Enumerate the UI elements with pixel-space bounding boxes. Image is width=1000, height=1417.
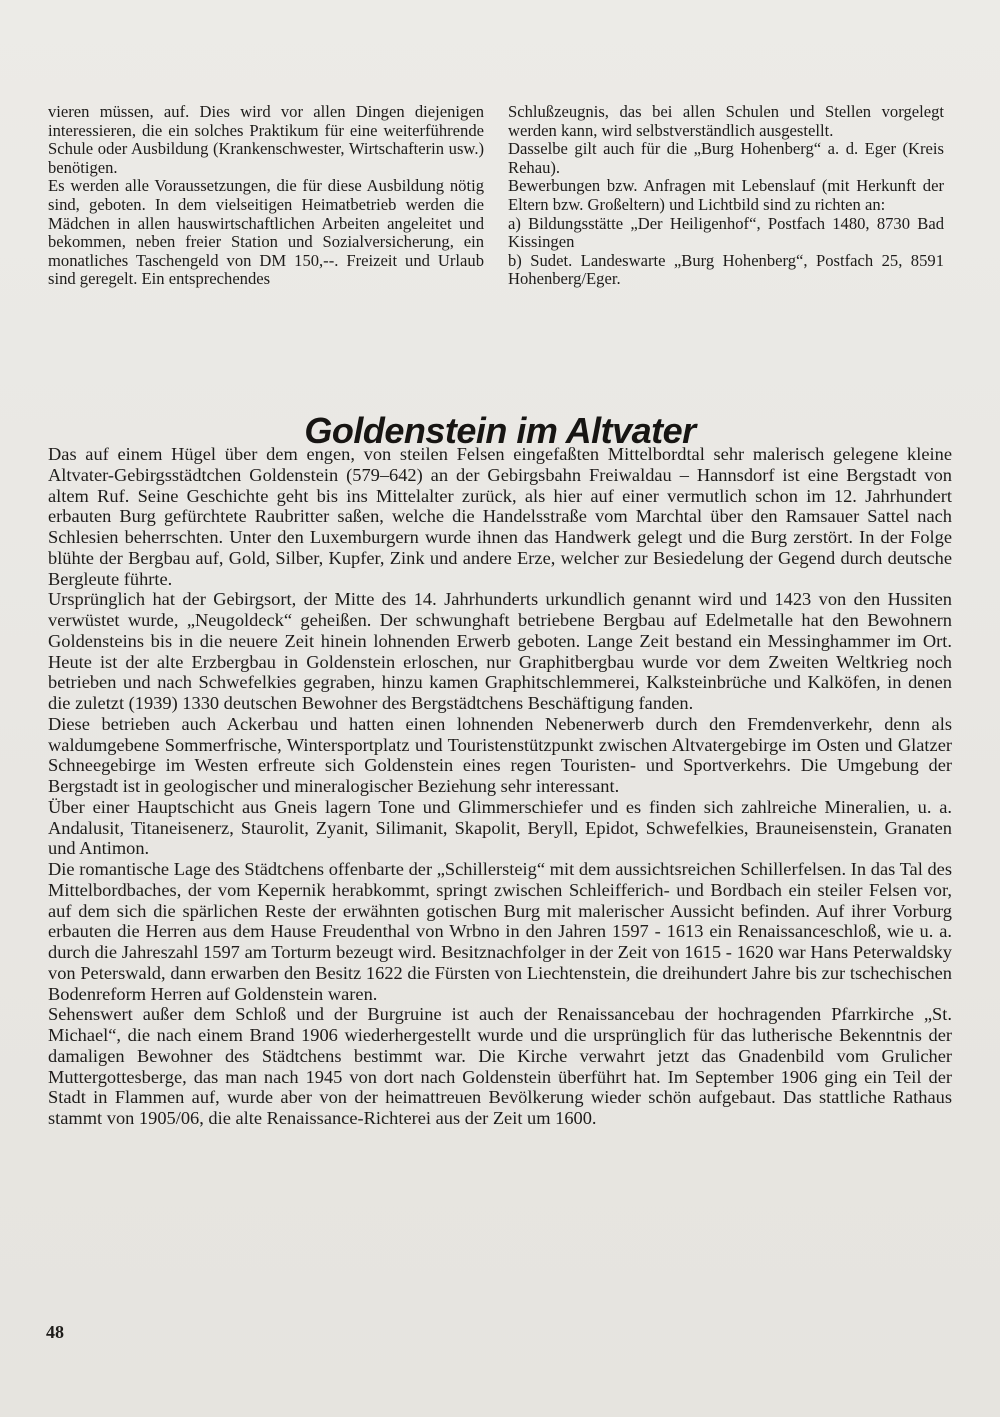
article-paragraph-2: Ursprünglich hat der Gebirgsort, der Mitte des 14. Jahrhunderts urkundlich genannt wird und 1423 von den Hussiten verwüstet wurde, „Neugoldeck“ geheißen. Der schwunghaft betriebene Bergbau auf Edelmetalle hat den Bewohnern Goldensteins bis in die neuere Zeit hinein lohnenden Erwerb geboten. Lange Zeit bestand ein Messinghammer im Ort. Heute ist der alte Erzbergbau in Goldenstein erloschen, nur Graphitbergbau wurde vor dem Zweiten Weltkrieg noch betrieben und nach Schwefelkies gegraben, hinzu kamen Graphitschlemmerei, Kalksteinbrüche und Kalköfen, in denen die zuletzt (1939) 1330 deutschen Bewohner des Bergstädtchens Beschäftigung fanden. bbox=[48, 589, 952, 713]
article-paragraph-3: Diese betrieben auch Ackerbau und hatten einen lohnenden Nebenerwerb durch den Fremdenverkehr, denn als waldumgebene Sommerfrische, Wintersportplatz und Touristenstützpunkt zwischen Altvatergebirge im Osten und Glatzer Schneegebirge im Westen erfreute sich Goldenstein eines regen Touristen- und Sportverkehrs. Die Umgebung der Bergstadt ist in geologischer und mineralogischer Beziehung sehr interessant. bbox=[48, 713, 952, 796]
right-paragraph-3: Bewerbungen bzw. Anfragen mit Lebenslauf (mit Herkunft der Eltern bzw. Großeltern) und Lichtbild sind zu richten an: bbox=[508, 176, 944, 214]
article-paragraph-1: Das auf einem Hügel über dem engen, von steilen Felsen eingefaßten Mittelbordtal sehr malerisch gelegene kleine Altvater-Gebirgsstädtchen Goldenstein (579–642) an der Gebirgsbahn Freiwaldau – Hannsdorf ist eine Bergstadt von altem Ruf. Seine Geschichte geht bis ins Mittelalter zurück, als hier auf einer vermutlich schon im 12. Jahrhundert erbauten Burg gefürchtete Raubritter saßen, welche die Handelsstraße vom Marchtal über den Ramsauer Sattel nach Schlesien beherrschten. Unter den Luxemburgern wurde ihnen das Handwerk gelegt und die Burg zerstört. In der Folge blühte der Bergbau auf, Gold, Silber, Kupfer, Zink und andere Erze, welcher zur Besiedelung der Gegend durch deutsche Bergleute führte. bbox=[48, 444, 952, 589]
page-number: 48 bbox=[46, 1322, 64, 1342]
left-paragraph-1: vieren müssen, auf. Dies wird vor allen Dingen diejenigen interessieren, die ein solches Praktikum für eine weiterführende Schule oder Ausbildung (Krankenschwester, Wirtschafterin usw.) benötigen. bbox=[48, 102, 484, 177]
left-column bbox=[48, 103, 484, 289]
article-body bbox=[48, 444, 952, 1129]
article-paragraph-4: Über einer Hauptschicht aus Gneis lagern Tone und Glimmerschiefer und es finden sich zahlreiche Mineralien, u. a. Andalusit, Titaneisenerz, Staurolit, Zyanit, Silimanit, Skapolit, Beryll, Epidot, Schwefelkies, Brauneisenstein, Granaten und Antimon. bbox=[48, 796, 952, 859]
article-title: Goldenstein im Altvater bbox=[304, 410, 696, 451]
right-paragraph-2: Dasselbe gilt auch für die „Burg Hohenberg“ a. d. Eger (Kreis Rehau). bbox=[508, 139, 944, 177]
left-paragraph-2: Es werden alle Voraussetzungen, die für diese Ausbildung nötig sind, geboten. In dem vielseitigen Heimatbetrieb werden die Mädchen in allen hauswirtschaftlichen Arbeiten angeleitet und bekommen, neben freier Station und Sozialversicherung, ein monatliches Taschengeld von DM 150,--. Freizeit und Urlaub sind geregelt. Ein entsprechendes bbox=[48, 176, 484, 289]
article-paragraph-5: Die romantische Lage des Städtchens offenbarte der „Schillersteig“ mit dem aussichtsreichen Schillerfelsen. In das Tal des Mittelbordbaches, der vom Kepernik herabkommt, springt zwischen Schleifferich- und Bordbach ein steiler Felsen vor, auf dem sich die spärlichen Reste der erwähnten gotischen Burg mit malerischer Aussicht befinden. Auf ihrer Vorburg erbauten die Herren aus dem Hause Freudenthal von Wrbno in den Jahren 1597 - 1613 ein Renaissanceschloß, wie u. a. durch die Jahreszahl 1597 am Torturm bezeugt wird. Besitznachfolger in der Zeit von 1615 - 1620 war Hans Peterwaldsky von Peterswald, dann erwarben den Besitz 1622 die Fürsten von Liechtenstein, die dreihundert Jahre bis zur tschechischen Bodenreform Herren auf Goldenstein waren. bbox=[48, 859, 952, 1004]
right-paragraph-1: Schlußzeugnis, das bei allen Schulen und Stellen vorgelegt werden kann, wird selbstverständlich ausgestellt. bbox=[508, 102, 944, 140]
article-paragraph-6: Sehenswert außer dem Schloß und der Burgruine ist auch der Renaissancebau der hochragenden Pfarrkirche „St. Michael“, die nach einem Brand 1906 wiederhergestellt wurde und die ursprünglich für das lutherische Bekenntnis der damaligen Bewohner des Städtchens bestimmt war. Die Kirche verwahrt jetzt das Gnadenbild vom Grulicher Muttergottesberge, das man nach 1945 von dort nach Goldenstein überführt hat. Im September 1906 ging ein Teil der Stadt in Flammen auf, wurde aber von der heimattreuen Bevölkerung wieder schön aufgebaut. Das stattliche Rathaus stammt von 1905/06, die alte Renaissance-Richterei aus der Zeit um 1600. bbox=[48, 1004, 952, 1128]
right-paragraph-4: a) Bildungsstätte „Der Heiligenhof“, Postfach 1480, 8730 Bad Kissingen bbox=[508, 213, 944, 252]
right-paragraph-5: b) Sudet. Landeswarte „Burg Hohenberg“, Postfach 25, 8591 Hohenberg/Eger. bbox=[508, 250, 944, 289]
right-column bbox=[508, 103, 944, 289]
